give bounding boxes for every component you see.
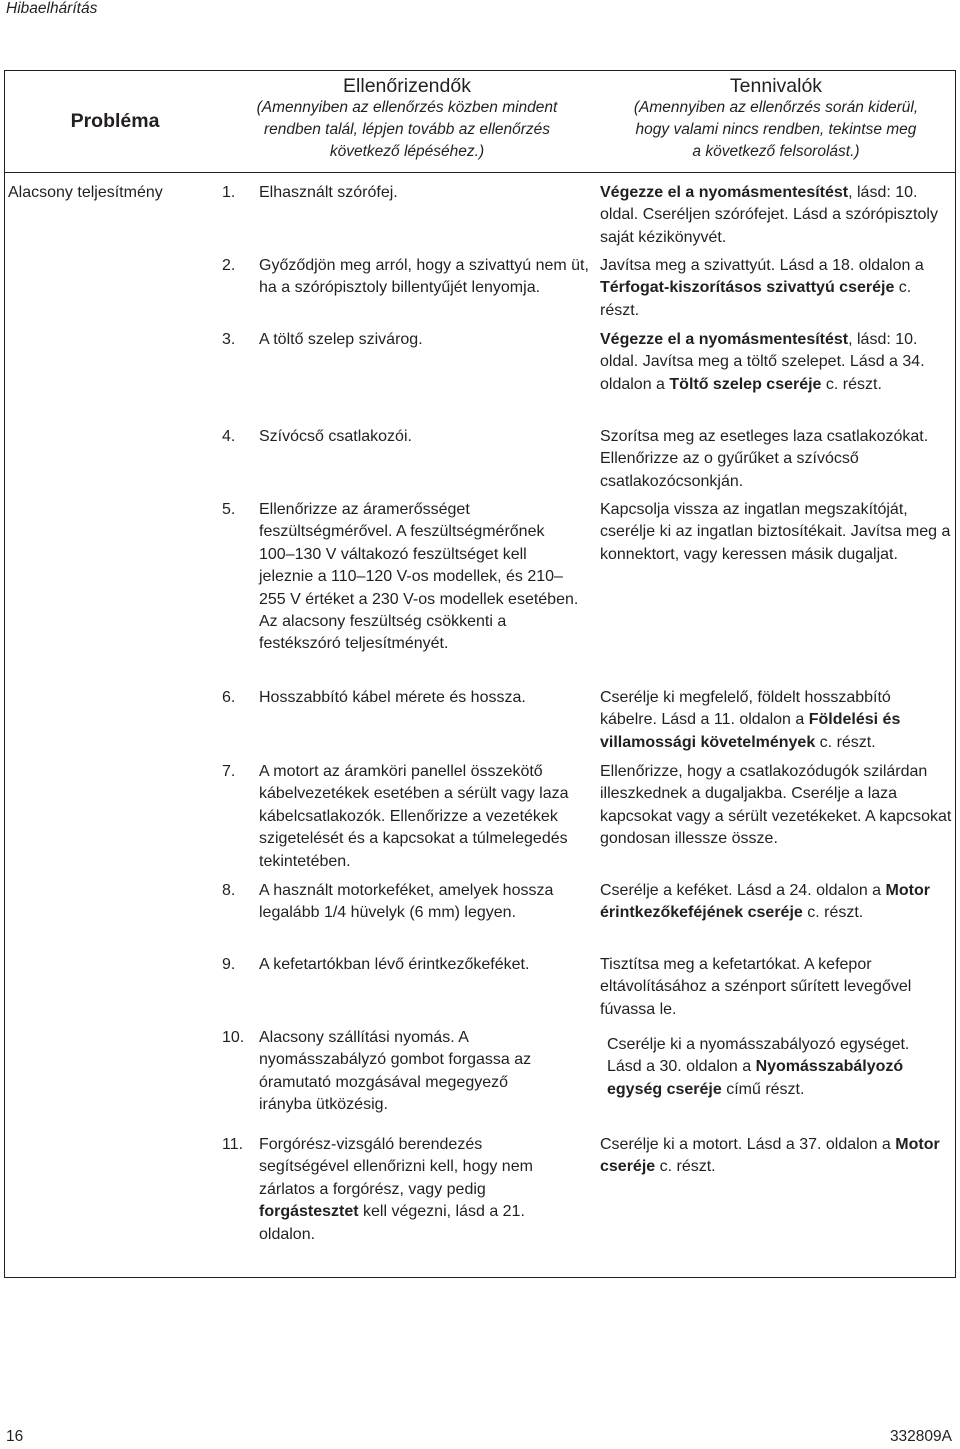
- action-text-segment: Cserélje ki megfelelő, földelt hosszabbító kábelre. Lásd a 11. oldalon a: [600, 689, 891, 729]
- check-text: A motort az áramköri panellel összekötő kábelvezetékek esetében a sérült vagy laza kábelcsatlakozók. Ellenőrizze a vezetékek szigetelését és a kapcsokat a túlmelegedés tekintetében.: [259, 763, 569, 870]
- document-number: 332809A: [889, 1428, 952, 1445]
- header-checks-title: Ellenőrizendők: [343, 75, 471, 97]
- action-text: [607, 1034, 937, 1101]
- check-item: [222, 329, 592, 351]
- action-text-segment: Cserélje ki a nyomásszabályozó egységet. Lásd a 30. oldalon a: [607, 1036, 910, 1076]
- check-item: [222, 426, 592, 448]
- check-text: Elhasznált szórófej.: [259, 184, 398, 201]
- action-text: [600, 182, 952, 249]
- check-item: [222, 761, 586, 873]
- header-problem-title: Probléma: [70, 110, 160, 132]
- check-item: [222, 1134, 562, 1246]
- action-text: [600, 954, 952, 1021]
- action-text-segment: c. részt.: [655, 1158, 716, 1176]
- check-number: 3.: [222, 331, 236, 348]
- header-checks-note-line: (Amennyiben az ellenőrzés közben mindent: [256, 99, 558, 116]
- header-actions: [596, 75, 956, 163]
- problem-label: Alacsony teljesítmény: [8, 184, 163, 201]
- action-text-bold: Végezze el a nyomásmentesítést: [600, 331, 849, 348]
- action-text: [600, 880, 952, 925]
- header-actions-note-line: a következő felsorolást.): [692, 143, 860, 160]
- action-text-segment: Szorítsa meg az esetleges laza csatlakozókat. Ellenőrizze az o gyűrűket a szívócső csatlakozócsonkján.: [600, 428, 929, 490]
- action-text: [600, 255, 952, 322]
- check-number: 5.: [222, 501, 236, 518]
- check-text-bold: forgástesztet: [259, 1203, 359, 1221]
- check-item: [222, 1027, 562, 1117]
- action-text-bold: Nyomásszabályozó egység cseréje: [607, 1058, 904, 1098]
- action-text: [600, 761, 952, 851]
- action-text-segment: Kapcsolja vissza az ingatlan megszakítóját, cserélje ki az ingatlan biztosítékait. Javítsa meg a konnektort, vagy keressen másik dugaljat.: [600, 501, 951, 563]
- action-text-bold: Töltő szelep cseréje: [669, 375, 822, 393]
- action-text: [600, 426, 952, 493]
- check-number: 1.: [222, 184, 236, 201]
- check-item: [222, 954, 592, 976]
- action-text-bold: Motor érintkezőkeféjének cseréje: [600, 882, 930, 922]
- check-item: [222, 880, 562, 925]
- check-number: 2.: [222, 257, 236, 274]
- check-text: A töltő szelep szivárog.: [259, 331, 423, 348]
- check-item: [222, 499, 582, 656]
- header-actions-note: [596, 97, 956, 163]
- header-actions-note-line: hogy valami nincs rendben, tekintse meg: [635, 121, 917, 138]
- check-text: [222, 1134, 562, 1246]
- header-problem: [40, 110, 190, 132]
- action-text-segment: Tisztítsa meg a kefetartókat. A kefepor eltávolításához a szénport sűrített levegővel fúvassa le.: [600, 956, 912, 1018]
- check-number: 6.: [222, 689, 236, 706]
- check-text: A kefetartókban lévő érintkezőkeféket.: [259, 956, 530, 973]
- check-text: Alacsony szállítási nyomás. A nyomásszabályzó gombot forgassa az óramutató mozgásával megegyező irányba ütközésig.: [259, 1029, 532, 1114]
- action-text-segment: c. részt.: [821, 375, 882, 393]
- check-text: Győződjön meg arról, hogy a szivattyú nem üt, ha a szórópisztoly billentyűjét lenyomja.: [259, 257, 589, 297]
- action-text: [600, 499, 952, 566]
- check-item: [222, 182, 592, 204]
- check-text-segment: Forgórész-vizsgáló berendezés segítségével ellenőrizni kell, hogy nem zárlatos a forgórész, vagy pedig: [259, 1136, 533, 1198]
- action-text-bold: Motor cseréje: [600, 1136, 940, 1176]
- action-text-segment: c. részt.: [802, 904, 864, 922]
- action-text-segment: c. részt.: [815, 733, 876, 751]
- action-text: [600, 329, 952, 396]
- check-text: A használt motorkeféket, amelyek hossza legalább 1/4 hüvelyk (6 mm) legyen.: [259, 882, 554, 922]
- check-number: 7.: [222, 763, 236, 780]
- header-divider: [4, 172, 956, 173]
- check-text-segment: kell végezni, lásd a 21. oldalon.: [259, 1203, 525, 1243]
- header-actions-title: Tennivalók: [729, 75, 823, 97]
- check-number: 11.: [222, 1136, 244, 1153]
- action-text-segment: c. részt.: [600, 279, 912, 319]
- action-text-bold: Végezze el a nyomásmentesítést: [600, 184, 849, 201]
- action-text: [600, 1134, 952, 1179]
- check-number: 10.: [222, 1029, 245, 1046]
- header-checks-note-line: következő lépéséhez.): [329, 143, 485, 160]
- action-text-bold: Térfogat-kiszorításos szivattyú cseréje: [600, 279, 895, 297]
- page-number: 16: [6, 1428, 24, 1445]
- check-item: [222, 255, 592, 300]
- action-text-bold: Földelési és villamossági követelmények: [600, 711, 901, 751]
- check-item: [222, 687, 592, 709]
- check-number: 8.: [222, 882, 236, 899]
- check-number: 4.: [222, 428, 236, 445]
- action-text-segment: Ellenőrizze, hogy a csatlakozódugók szilárdan illeszkednek a dugaljakba. Cserélje a laza kapcsokat vagy a sérült vezetékeket. A kapcsokat gondosan illessze össze.: [600, 763, 952, 848]
- header-checks-note: [222, 97, 592, 163]
- action-text-segment: , lásd: 10. oldal. Cseréljen szórófejet. Lásd a szórópisztoly saját kézikönyvét.: [600, 184, 938, 246]
- action-text-segment: Javítsa meg a szivattyút. Lásd a 18. oldalon a: [600, 257, 924, 274]
- check-text: Hosszabbító kábel mérete és hossza.: [259, 689, 526, 706]
- action-text-segment: Cserélje a keféket. Lásd a 24. oldalon a: [600, 882, 886, 899]
- check-number: 9.: [222, 956, 236, 973]
- header-actions-note-line: (Amennyiben az ellenőrzés során kiderül,: [633, 99, 919, 116]
- action-text-segment: , lásd: 10. oldal. Javítsa meg a töltő szelepet. Lásd a 34. oldalon a: [600, 331, 925, 393]
- action-text: [600, 687, 952, 754]
- header-checks: [222, 75, 592, 163]
- action-text-segment: című részt.: [721, 1080, 805, 1098]
- section-title: Hibaelhárítás: [6, 0, 98, 17]
- header-checks-note-line: rendben talál, lépjen tovább az ellenőrzés: [263, 121, 551, 138]
- check-text: Ellenőrizze az áramerősséget feszültségmérővel. A feszültségmérőnek 100–130 V váltakozó feszültséget kell jeleznie a 110–120 V-os modellek, és 210–255 V értéket a 230 V-os modellek esetében. Az alacsony feszültség csökkenti a festékszóró teljesítményét.: [259, 501, 579, 653]
- check-text: Szívócső csatlakozói.: [259, 428, 412, 445]
- action-text-segment: Cserélje ki a motort. Lásd a 37. oldalon a: [600, 1136, 896, 1153]
